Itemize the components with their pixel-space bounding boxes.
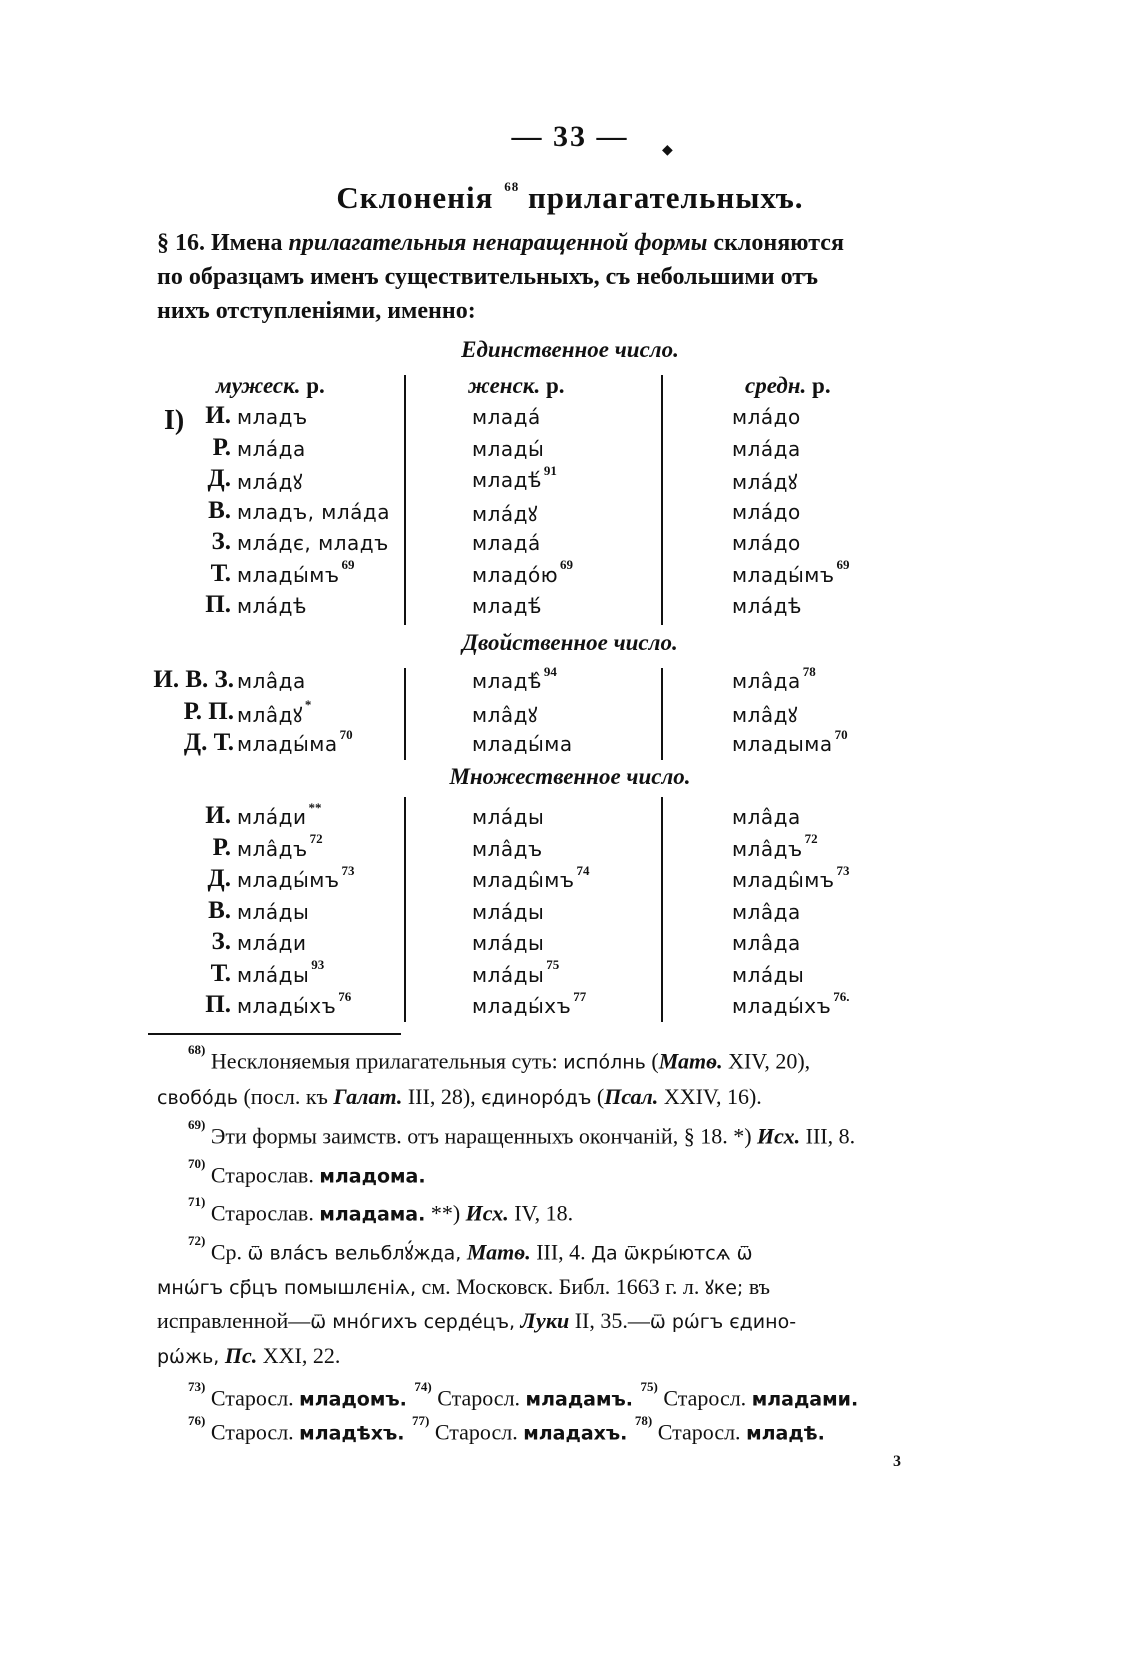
fn68-text: XIV, 20), xyxy=(722,1048,811,1074)
neut-label: средн. xyxy=(745,373,807,398)
column-rule xyxy=(661,668,663,760)
form-cell xyxy=(237,900,311,924)
fn74-form: младамъ. xyxy=(525,1388,634,1411)
inflected-form: млáдꙋ xyxy=(237,470,303,494)
form-cell xyxy=(732,701,800,728)
footnote-ref: 75 xyxy=(546,957,560,973)
page-number xyxy=(0,120,1140,158)
fn78-text: Старосл. xyxy=(652,1419,747,1445)
column-rule xyxy=(404,797,406,1022)
fn68-slavonic: єдинорóдъ xyxy=(481,1087,592,1109)
case-label: Р. П. xyxy=(183,697,234,725)
form-cell xyxy=(237,594,309,618)
section-title xyxy=(0,180,1140,216)
footnote-mark: 78) xyxy=(634,1413,653,1428)
inflected-form: млады́ xyxy=(472,436,545,461)
fn72-text: XXI, 22. xyxy=(257,1343,341,1368)
fn75-text: Старосл. xyxy=(657,1385,752,1411)
footnote-ref: 77 xyxy=(573,988,587,1004)
fn76-form: младѣхъ. xyxy=(299,1422,405,1445)
footnote-mark: 76) xyxy=(188,1413,206,1428)
footnote-rule xyxy=(148,1033,401,1035)
footnote-mark: 77) xyxy=(412,1413,430,1428)
footnote-70 xyxy=(186,1156,426,1188)
inflected-form: млâдъ xyxy=(472,836,543,861)
form-cell xyxy=(237,726,353,756)
case-label: В. xyxy=(208,896,231,924)
form-cell xyxy=(732,531,803,555)
fn73-text: Старосл. xyxy=(205,1385,300,1411)
fn72-text: см. Московск. Библ. 1663 г. л. xyxy=(415,1274,705,1299)
form-cell xyxy=(472,531,543,555)
inflected-form: млады́хъ xyxy=(732,994,832,1018)
footnote-ref: * xyxy=(304,697,312,713)
case-label: З. xyxy=(211,928,231,955)
fn68-text: ( xyxy=(591,1084,605,1109)
form-cell xyxy=(472,837,545,861)
form-cell xyxy=(237,531,391,555)
inflected-form: млâда xyxy=(732,669,801,693)
form-cell xyxy=(472,462,557,492)
intro-line-1-end: склоняются xyxy=(707,230,844,256)
fn72-text: II, 35.— xyxy=(569,1308,650,1333)
inflected-form: младыма xyxy=(732,732,833,756)
fn72-text: исправленной— xyxy=(157,1308,311,1333)
case-label: И. xyxy=(205,802,231,829)
inflected-form: млáдѣ xyxy=(732,594,802,618)
plural-heading: Множественное число. xyxy=(449,764,691,789)
inflected-form: млâдъ xyxy=(732,836,803,861)
fn75-form: младами. xyxy=(751,1388,859,1411)
case-label: В. xyxy=(208,496,231,524)
column-head-fem xyxy=(468,373,565,399)
footnote-ref: 70 xyxy=(834,726,848,742)
inflected-form: млáдꙋ xyxy=(472,501,538,526)
footnote-ref: 70 xyxy=(339,726,353,742)
fn72-text: Ср. xyxy=(205,1239,248,1265)
inflected-form: млáды xyxy=(732,962,805,987)
intro-line-1 xyxy=(157,230,844,257)
case-label: Т. xyxy=(210,559,231,587)
fn68-text: III, 28), xyxy=(402,1084,482,1109)
inflected-form: млáди xyxy=(237,805,307,829)
form-cell xyxy=(732,831,818,861)
form-cell xyxy=(732,988,850,1018)
footnote-ref: 93 xyxy=(311,957,325,973)
form-cell xyxy=(237,799,322,829)
inflected-form: млáда xyxy=(237,436,306,461)
inflected-form: млâдꙋ xyxy=(237,702,303,727)
form-cell xyxy=(237,405,310,429)
inflected-form: млады́ма xyxy=(237,732,338,756)
fn72-slavonic: Да ѿкры́ютсѧ ѿ xyxy=(591,1242,753,1265)
speck-mark: ◆ xyxy=(662,143,675,158)
inflected-form: млâда xyxy=(732,899,801,924)
inflected-form: млáды xyxy=(472,931,545,955)
form-cell xyxy=(237,468,305,495)
inflected-form: млáдѣ xyxy=(237,594,307,618)
footnote-68-line-2 xyxy=(157,1084,762,1110)
form-cell xyxy=(472,500,540,527)
fn72-ref: Луки xyxy=(515,1308,570,1333)
form-cell xyxy=(472,594,544,618)
title-word: Склоненія xyxy=(336,180,494,215)
fn77-text: Старосл. xyxy=(429,1419,524,1445)
fn69-text: III, 8. xyxy=(800,1123,856,1149)
form-cell xyxy=(237,669,308,693)
inflected-form: млáди xyxy=(237,931,307,955)
footnote-ref: 72 xyxy=(309,831,323,847)
fn72-slavonic: ѿ рѡ́гъ єдино- xyxy=(649,1311,797,1333)
title-rest: прилагательныхъ. xyxy=(527,180,804,215)
inflected-form: младъ, млáда xyxy=(237,499,391,524)
column-head-masc xyxy=(216,373,325,399)
fn68-ref: Матѳ. xyxy=(658,1048,723,1074)
inflected-form: млáда xyxy=(732,436,801,461)
footnote-68-line-1 xyxy=(186,1042,811,1074)
footnote-ref: 69 xyxy=(341,557,355,573)
fn72-slavonic: ѿ влáсъ вельблꙋ́жда, xyxy=(247,1242,462,1265)
column-rule xyxy=(661,375,663,625)
fn78-form: младѣ. xyxy=(746,1422,825,1445)
column-head-neut xyxy=(745,373,831,399)
case-label: Д. xyxy=(207,465,231,492)
inflected-form: млáдꙋ xyxy=(732,470,798,494)
fn70-text: Старослав. xyxy=(205,1162,320,1188)
form-cell xyxy=(732,594,804,618)
inflected-form: млâдꙋ xyxy=(472,702,538,727)
fem-r: р. xyxy=(545,373,565,398)
form-cell xyxy=(732,405,803,429)
form-cell xyxy=(732,805,803,829)
footnote-mark: 68) xyxy=(188,1042,206,1057)
fn76-text: Старосл. xyxy=(205,1419,300,1445)
fn69-text: Эти формы заимств. отъ наращенныхъ окончаній, § 18. *) xyxy=(205,1123,758,1149)
footnotes-76-78 xyxy=(186,1413,825,1445)
form-cell xyxy=(237,862,355,892)
inflected-form: младѣ́ xyxy=(472,468,542,492)
footnote-mark: 69) xyxy=(188,1117,206,1132)
inflected-form: млáдо xyxy=(732,405,801,429)
form-cell xyxy=(472,931,546,955)
case-label: Т. xyxy=(210,959,231,987)
column-rule xyxy=(404,668,406,760)
footnote-mark: 74) xyxy=(414,1379,432,1394)
fn72-slavonic: мнѡ́гъ ср҃цъ помышлєніѧ, xyxy=(157,1277,416,1299)
column-rule xyxy=(661,797,663,1022)
form-cell xyxy=(732,468,800,495)
title-footnote-ref: 68 xyxy=(504,178,520,194)
dual-heading: Двойственное число. xyxy=(462,630,678,655)
fn70-form: младома. xyxy=(319,1165,426,1188)
inflected-form: млâда xyxy=(732,805,801,829)
inflected-form: млады́мъ xyxy=(237,868,340,892)
footnote-ref: 94 xyxy=(543,663,557,679)
fn68-text: Несклоняемыя прилагательныя суть: xyxy=(205,1048,564,1074)
case-label: П. xyxy=(205,591,231,618)
form-cell xyxy=(237,557,355,587)
inflected-form: млâда xyxy=(732,931,801,955)
footnote-ref: 72 xyxy=(804,831,818,847)
masc-r: р. xyxy=(306,373,325,398)
form-cell xyxy=(237,437,308,461)
form-cell xyxy=(732,963,806,987)
inflected-form: млады́мъ xyxy=(237,562,340,587)
inflected-form: млáды xyxy=(472,899,545,924)
fn71-text: **) xyxy=(425,1200,466,1226)
inflected-form: млады̂мъ xyxy=(732,868,835,892)
inflected-form: млáдє, младъ xyxy=(237,531,389,555)
fn68-ref: Галат. xyxy=(333,1084,403,1109)
singular-heading: Единственное число. xyxy=(461,337,679,362)
fn68-ref: Псал. xyxy=(604,1084,659,1109)
form-cell xyxy=(732,726,848,756)
form-cell xyxy=(472,988,587,1018)
inflected-form: млады́хъ xyxy=(237,994,337,1018)
case-label: И. xyxy=(205,402,231,429)
footnote-mark: 73) xyxy=(188,1379,206,1394)
fn71-text: Старослав. xyxy=(205,1200,320,1226)
fn71-form: младама. xyxy=(319,1203,426,1226)
form-cell xyxy=(237,831,323,861)
footnote-mark: 71) xyxy=(188,1194,206,1209)
footnote-ref: ** xyxy=(308,799,322,815)
fn69-ref: Исх. xyxy=(757,1123,801,1149)
fn68-slavonic: испóлнь xyxy=(563,1051,646,1074)
footnote-72-line-2 xyxy=(157,1274,770,1300)
inflected-form: млâдъ xyxy=(237,836,308,861)
fn74-text: Старосл. xyxy=(431,1385,526,1411)
fn71-text: IV, 18. xyxy=(508,1200,574,1226)
inflected-form: младóю xyxy=(472,562,559,587)
footnote-ref: 69 xyxy=(836,557,850,573)
footnote-ref: 91 xyxy=(543,462,557,478)
fn72-text: въ xyxy=(743,1274,771,1299)
inflected-form: млáды xyxy=(472,962,545,987)
footnote-69 xyxy=(186,1117,856,1149)
form-cell xyxy=(472,805,546,829)
form-cell xyxy=(237,697,312,728)
footnote-ref: 74 xyxy=(576,862,590,878)
form-cell xyxy=(732,862,850,892)
intro-line-3: нихъ отступленіями, именно: xyxy=(157,298,476,324)
fn72-ref: Пс. xyxy=(219,1343,258,1368)
neut-r: р. xyxy=(812,373,831,398)
case-label: И. В. З. xyxy=(153,666,234,693)
footnote-72-line-3 xyxy=(157,1308,796,1334)
footnotes-73-75 xyxy=(186,1379,859,1411)
masc-label: мужеск. xyxy=(216,373,301,398)
footnote-72-line-1 xyxy=(186,1233,753,1265)
fn73-form: младомъ. xyxy=(299,1388,407,1411)
fn71-ref: Исх. xyxy=(465,1200,509,1226)
footnote-mark: 75) xyxy=(640,1379,658,1394)
form-cell xyxy=(472,957,560,987)
inflected-form: младъ xyxy=(237,405,308,429)
form-cell xyxy=(472,862,590,892)
fn68-text: XXIV, 16). xyxy=(658,1084,762,1109)
fn72-slavonic: ѿ мно́гихъ сердéцъ, xyxy=(310,1311,516,1333)
form-cell xyxy=(472,900,546,924)
footnote-ref: 76. xyxy=(833,988,850,1004)
form-cell xyxy=(237,988,352,1018)
intro-italic: прилагательныя ненаращенной формы xyxy=(288,230,708,256)
fn68-slavonic: свобóдь xyxy=(157,1087,238,1109)
form-cell xyxy=(472,557,574,587)
footnote-ref: 69 xyxy=(560,557,574,573)
form-cell xyxy=(472,701,540,728)
signature-mark: 3 xyxy=(893,1453,901,1470)
footnote-ref: 76 xyxy=(338,988,352,1004)
case-label: П. xyxy=(205,991,231,1018)
footnote-ref: 73 xyxy=(341,862,355,878)
inflected-form: млады́хъ xyxy=(472,994,572,1018)
footnote-mark: 72) xyxy=(188,1233,206,1248)
form-cell xyxy=(732,437,803,461)
form-cell xyxy=(472,405,543,429)
inflected-form: млáдо xyxy=(732,499,801,524)
fn72-slavonic: ꙋке; xyxy=(704,1277,744,1299)
footnote-ref: 78 xyxy=(802,663,816,679)
form-cell xyxy=(732,663,816,693)
inflected-form: млáды xyxy=(237,962,310,987)
fem-label: женск. xyxy=(468,373,541,398)
fn68-text: ( xyxy=(645,1048,659,1074)
fn68-text: (посл. къ xyxy=(237,1084,334,1109)
form-cell xyxy=(237,931,308,955)
declension-marker: I) xyxy=(164,405,185,436)
inflected-form: младá xyxy=(472,531,541,555)
inflected-form: младѣ́ xyxy=(472,594,542,618)
form-cell xyxy=(732,931,803,955)
case-label: Р. xyxy=(212,433,231,461)
page-number-text: — 33 — xyxy=(511,120,629,153)
form-cell xyxy=(472,663,557,693)
inflected-form: млáды xyxy=(472,805,545,829)
inflected-form: младѣ̂ xyxy=(472,669,542,693)
form-cell xyxy=(237,957,325,987)
case-label: Д. xyxy=(207,865,231,892)
footnote-mark: 70) xyxy=(188,1156,206,1171)
inflected-form: млáдо xyxy=(732,531,801,555)
form-cell xyxy=(237,500,392,524)
fn72-ref: Матѳ. xyxy=(461,1239,531,1265)
inflected-form: млады̂мъ xyxy=(472,868,575,892)
fn77-form: младахъ. xyxy=(523,1422,628,1445)
case-label: Р. xyxy=(212,833,231,861)
intro-section-label: § 16. Имена xyxy=(157,230,289,256)
form-cell xyxy=(732,500,803,524)
footnote-71 xyxy=(186,1194,574,1226)
intro-line-2: по образцамъ именъ существительныхъ, съ небольшими отъ xyxy=(157,264,819,290)
column-rule xyxy=(404,375,406,625)
inflected-form: младá xyxy=(472,405,541,429)
form-cell xyxy=(732,900,803,924)
inflected-form: млады́мъ xyxy=(732,562,835,587)
inflected-form: млâдꙋ xyxy=(732,702,798,727)
fn72-text: III, 4. xyxy=(530,1239,592,1265)
form-cell xyxy=(732,557,850,587)
inflected-form: млáды xyxy=(237,899,310,924)
footnote-ref: 73 xyxy=(836,862,850,878)
form-cell xyxy=(472,732,575,756)
case-label: З. xyxy=(211,528,231,555)
fn72-slavonic: рѡ́жь, xyxy=(157,1346,220,1368)
form-cell xyxy=(472,437,546,461)
footnote-72-line-4 xyxy=(157,1343,340,1369)
inflected-form: млâда xyxy=(237,669,306,693)
case-label: Д. Т. xyxy=(183,729,234,756)
inflected-form: млады́ма xyxy=(472,732,573,756)
